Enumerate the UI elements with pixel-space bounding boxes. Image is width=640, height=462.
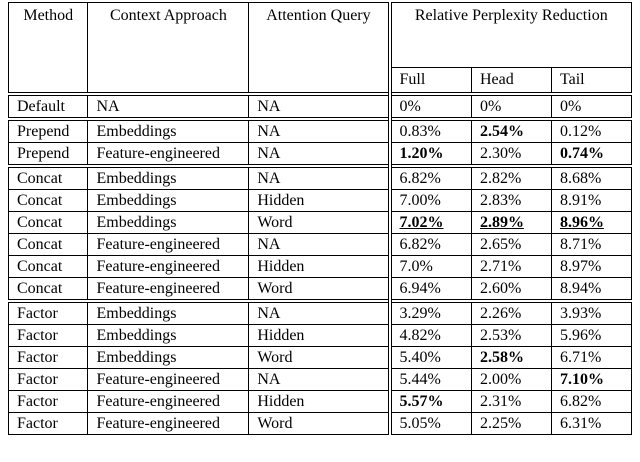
cell-context-value: Feature-engineered — [96, 414, 220, 432]
cell-head — [471, 212, 551, 234]
cell-full — [390, 391, 472, 413]
cell-head-value: 2.82% — [479, 169, 522, 187]
cell-context — [88, 369, 249, 391]
table-row — [9, 391, 632, 413]
cell-full — [390, 301, 472, 325]
cell-attention-value: Hidden — [257, 392, 305, 410]
cell-attention-value: Word — [257, 414, 293, 432]
cell-head-value: 2.26% — [479, 304, 522, 322]
cell-method-value: Concat — [17, 169, 63, 187]
cell-tail — [551, 190, 631, 212]
cell-method — [9, 143, 88, 167]
cell-tail — [551, 325, 631, 347]
cell-attention — [249, 94, 390, 119]
cell-full-value: 5.57% — [399, 392, 444, 410]
cell-method — [9, 94, 88, 119]
cell-attention — [249, 347, 390, 369]
cell-tail — [551, 143, 631, 167]
cell-context-value: Embeddings — [96, 326, 177, 344]
cell-method-value: Factor — [17, 348, 58, 366]
cell-full — [390, 278, 472, 302]
cell-context-value: Embeddings — [96, 348, 177, 366]
cell-context-value: Embeddings — [96, 122, 177, 140]
cell-full — [390, 212, 472, 234]
table-row — [9, 143, 632, 167]
table-row — [9, 166, 632, 190]
cell-head — [471, 369, 551, 391]
cell-context — [88, 256, 249, 278]
table-row — [9, 278, 632, 302]
cell-context — [88, 212, 249, 234]
cell-tail — [551, 413, 631, 435]
cell-full — [390, 325, 472, 347]
cell-full-value: 6.94% — [399, 279, 441, 297]
cell-context-value: Embeddings — [96, 304, 177, 322]
cell-head-value: 2.31% — [479, 392, 522, 410]
header-context-approach: Context Approach — [88, 3, 249, 95]
cell-tail-value: 6.31% — [559, 414, 602, 432]
cell-head-value: 2.00% — [479, 370, 522, 388]
cell-attention — [249, 301, 390, 325]
cell-attention — [249, 166, 390, 190]
cell-method — [9, 369, 88, 391]
cell-full — [390, 369, 472, 391]
cell-tail — [551, 347, 631, 369]
cell-head — [471, 347, 551, 369]
cell-method — [9, 278, 88, 302]
cell-context-value: Feature-engineered — [96, 257, 220, 275]
cell-context-value: Embeddings — [96, 169, 177, 187]
cell-context — [88, 391, 249, 413]
cell-tail-value: 6.82% — [559, 392, 602, 410]
cell-context-value: Feature-engineered — [96, 144, 220, 162]
cell-full-value: 7.02% — [399, 213, 444, 231]
cell-head — [471, 119, 551, 143]
cell-full-value: 5.44% — [399, 370, 441, 388]
cell-context-value: Feature-engineered — [96, 370, 220, 388]
cell-context-value: Embeddings — [96, 213, 177, 231]
cell-attention-value: Hidden — [257, 326, 305, 344]
cell-method — [9, 325, 88, 347]
cell-context-value: Feature-engineered — [96, 392, 220, 410]
cell-tail-value: 0% — [559, 97, 582, 115]
cell-tail-value: 0.74% — [559, 144, 604, 162]
cell-head — [471, 278, 551, 302]
cell-context — [88, 190, 249, 212]
cell-context — [88, 166, 249, 190]
cell-attention — [249, 391, 390, 413]
cell-attention — [249, 143, 390, 167]
cell-tail-value: 3.93% — [559, 304, 602, 322]
cell-head-value: 2.60% — [479, 279, 522, 297]
header-relative-perplexity-reduction: Relative Perplexity Reduction — [390, 3, 632, 68]
cell-head — [471, 325, 551, 347]
cell-full-value: 1.20% — [399, 144, 444, 162]
cell-tail — [551, 212, 631, 234]
cell-head-value: 2.58% — [479, 348, 524, 366]
cell-head-value: 2.83% — [479, 191, 522, 209]
cell-head-value: 2.65% — [479, 235, 522, 253]
cell-method-value: Concat — [17, 257, 63, 275]
cell-tail — [551, 391, 631, 413]
cell-attention-value: Word — [257, 279, 293, 297]
table-row — [9, 212, 632, 234]
cell-full — [390, 347, 472, 369]
cell-head-value: 0% — [479, 97, 502, 115]
header-full: Full — [390, 68, 472, 95]
cell-attention-value: Hidden — [257, 257, 305, 275]
cell-full-value: 6.82% — [399, 235, 441, 253]
cell-head — [471, 94, 551, 119]
table-body — [9, 94, 632, 435]
cell-full-value: 7.00% — [399, 191, 441, 209]
cell-method — [9, 234, 88, 256]
cell-method-value: Concat — [17, 191, 63, 209]
cell-method — [9, 119, 88, 143]
cell-method — [9, 256, 88, 278]
cell-full-value: 3.29% — [399, 304, 441, 322]
cell-attention-value: NA — [257, 370, 281, 388]
cell-head — [471, 143, 551, 167]
header-method: Method — [9, 3, 88, 95]
cell-attention — [249, 119, 390, 143]
cell-attention-value: NA — [257, 144, 281, 162]
table-row — [9, 369, 632, 391]
cell-attention-value: NA — [257, 169, 281, 187]
cell-method — [9, 212, 88, 234]
cell-attention — [249, 234, 390, 256]
cell-context — [88, 301, 249, 325]
cell-full-value: 5.05% — [399, 414, 441, 432]
table-row — [9, 256, 632, 278]
cell-context — [88, 347, 249, 369]
cell-tail-value: 8.94% — [559, 279, 602, 297]
cell-tail — [551, 369, 631, 391]
table-row — [9, 190, 632, 212]
cell-method — [9, 301, 88, 325]
table-row — [9, 325, 632, 347]
table-row — [9, 94, 632, 119]
cell-full-value: 4.82% — [399, 326, 441, 344]
header-head: Head — [471, 68, 551, 95]
cell-tail-value: 0.12% — [559, 122, 602, 140]
cell-attention-value: NA — [257, 235, 281, 253]
cell-head — [471, 256, 551, 278]
cell-context-value: Feature-engineered — [96, 235, 220, 253]
cell-head — [471, 166, 551, 190]
cell-method-value: Factor — [17, 304, 58, 322]
cell-method-value: Factor — [17, 370, 58, 388]
cell-full — [390, 234, 472, 256]
cell-method-value: Factor — [17, 326, 58, 344]
cell-method-value: Default — [17, 97, 65, 115]
cell-tail-value: 8.91% — [559, 191, 602, 209]
cell-full — [390, 119, 472, 143]
cell-tail-value: 8.68% — [559, 169, 602, 187]
cell-head-value: 2.30% — [479, 144, 522, 162]
cell-attention-value: NA — [257, 122, 281, 140]
cell-attention — [249, 190, 390, 212]
cell-attention — [249, 256, 390, 278]
cell-attention-value: Word — [257, 213, 293, 231]
cell-method — [9, 413, 88, 435]
cell-head-value: 2.71% — [479, 257, 522, 275]
cell-method — [9, 190, 88, 212]
cell-context — [88, 413, 249, 435]
cell-attention-value: Word — [257, 348, 293, 366]
cell-attention — [249, 325, 390, 347]
cell-method-value: Concat — [17, 279, 63, 297]
cell-attention — [249, 278, 390, 302]
cell-full — [390, 143, 472, 167]
cell-full — [390, 256, 472, 278]
cell-tail-value: 8.97% — [559, 257, 602, 275]
cell-full-value: 0.83% — [399, 122, 441, 140]
cell-method — [9, 391, 88, 413]
cell-full — [390, 166, 472, 190]
cell-method — [9, 347, 88, 369]
cell-tail — [551, 166, 631, 190]
cell-head — [471, 413, 551, 435]
cell-tail — [551, 119, 631, 143]
cell-full-value: 6.82% — [399, 169, 441, 187]
cell-tail-value: 7.10% — [559, 370, 604, 388]
cell-full-value: 5.40% — [399, 348, 441, 366]
header-attention-query: Attention Query — [249, 3, 390, 95]
cell-method-value: Prepend — [17, 122, 70, 140]
cell-head — [471, 190, 551, 212]
cell-full — [390, 413, 472, 435]
results-table — [8, 2, 632, 435]
header-tail: Tail — [551, 68, 631, 95]
cell-attention — [249, 212, 390, 234]
table-row — [9, 301, 632, 325]
cell-full — [390, 94, 472, 119]
cell-context-value: Feature-engineered — [96, 279, 220, 297]
cell-full-value: 7.0% — [399, 257, 433, 275]
cell-head-value: 2.89% — [479, 213, 524, 231]
cell-context — [88, 143, 249, 167]
cell-attention — [249, 369, 390, 391]
cell-head-value: 2.54% — [479, 122, 524, 140]
cell-attention-value: NA — [257, 97, 281, 115]
cell-method-value: Concat — [17, 235, 63, 253]
cell-head — [471, 391, 551, 413]
cell-tail-value: 5.96% — [559, 326, 602, 344]
cell-context — [88, 325, 249, 347]
cell-method — [9, 166, 88, 190]
cell-context — [88, 119, 249, 143]
table-row — [9, 119, 632, 143]
cell-head-value: 2.53% — [479, 326, 522, 344]
cell-context-value: NA — [96, 97, 120, 115]
cell-tail — [551, 94, 631, 119]
cell-tail-value: 8.71% — [559, 235, 602, 253]
cell-full — [390, 190, 472, 212]
cell-tail — [551, 278, 631, 302]
cell-head-value: 2.25% — [479, 414, 522, 432]
cell-method-value: Prepend — [17, 144, 70, 162]
cell-tail-value: 8.96% — [559, 213, 604, 231]
cell-tail-value: 6.71% — [559, 348, 602, 366]
cell-method-value: Factor — [17, 414, 58, 432]
table-row — [9, 234, 632, 256]
cell-tail — [551, 256, 631, 278]
cell-head — [471, 234, 551, 256]
cell-head — [471, 301, 551, 325]
cell-attention-value: Hidden — [257, 191, 305, 209]
cell-tail — [551, 234, 631, 256]
cell-context — [88, 94, 249, 119]
cell-attention-value: NA — [257, 304, 281, 322]
cell-context — [88, 234, 249, 256]
table-row — [9, 413, 632, 435]
cell-method-value: Factor — [17, 392, 58, 410]
cell-tail — [551, 301, 631, 325]
cell-context — [88, 278, 249, 302]
table-row — [9, 347, 632, 369]
cell-method-value: Concat — [17, 213, 63, 231]
cell-context-value: Embeddings — [96, 191, 177, 209]
cell-full-value: 0% — [399, 97, 421, 115]
cell-attention — [249, 413, 390, 435]
